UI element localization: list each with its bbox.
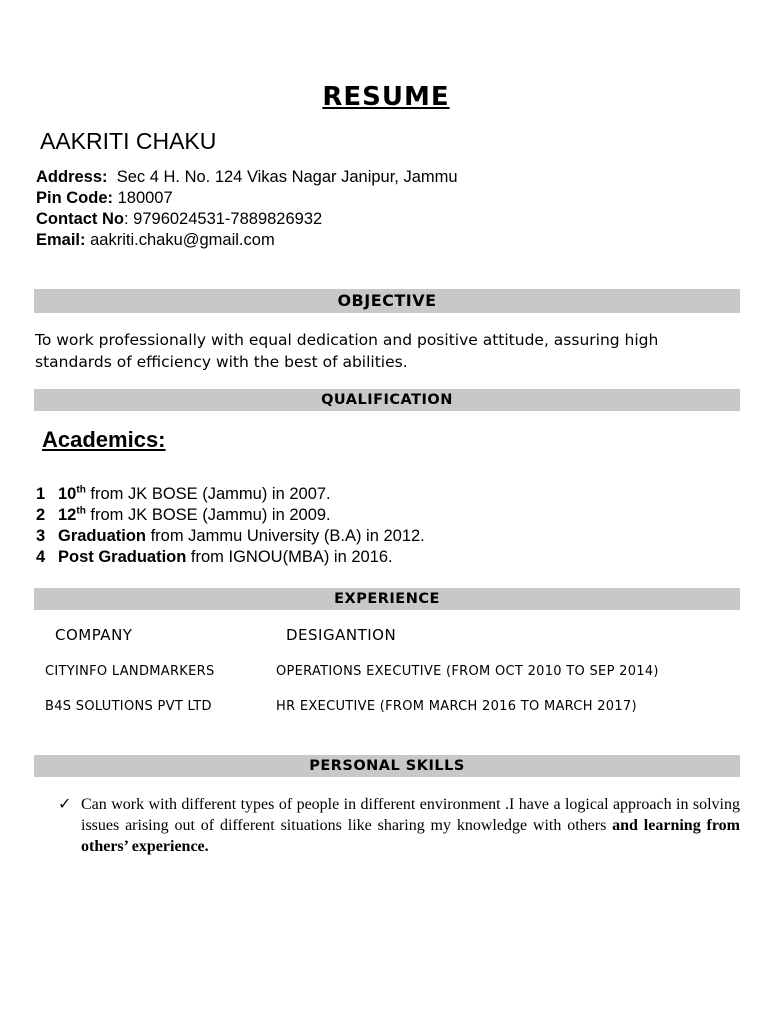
qualification-heading: QUALIFICATION — [34, 389, 740, 411]
list-item — [36, 547, 425, 568]
academics-heading: Academics: — [42, 427, 166, 452]
company-cell: CITYINFO LANDMARKERS — [45, 664, 215, 679]
column-header-designation: DESIGANTION — [286, 626, 397, 644]
address-row — [36, 167, 458, 188]
academics-list — [36, 484, 425, 568]
item-level: Post Graduation — [58, 548, 187, 566]
email-value[interactable]: aakriti.chaku@gmail.com — [90, 231, 275, 249]
designation-cell: OPERATIONS EXECUTIVE (FROM OCT 2010 TO SEP 2014) — [276, 664, 659, 679]
experience-heading: EXPERIENCE — [34, 588, 740, 610]
list-item — [36, 484, 425, 505]
item-level: 10 — [58, 485, 77, 503]
phone-label: Contact No — [36, 210, 124, 228]
phone-row — [36, 209, 458, 230]
pin-value: 180007 — [117, 189, 173, 207]
phone-value: : 9796024531-7889826932 — [124, 210, 323, 228]
item-number: 2 — [36, 506, 46, 524]
list-item — [36, 526, 425, 547]
item-level: Graduation — [58, 527, 147, 545]
skills-text — [81, 794, 740, 857]
list-item — [36, 505, 425, 526]
item-detail: from JK BOSE (Jammu) in 2007. — [85, 485, 331, 503]
item-number: 4 — [36, 548, 46, 566]
pin-row — [36, 188, 458, 209]
company-cell: B4S SOLUTIONS PVT LTD — [45, 699, 212, 714]
address-label: Address: — [36, 168, 108, 186]
designation-cell: HR EXECUTIVE (FROM MARCH 2016 TO MARCH 2017) — [276, 699, 637, 714]
skills-text-main: Can work with different types of people in different environment .I have a logical approach in solving issues arising out of different situations like sharing my knowledge with others — [81, 796, 740, 834]
item-detail: from JK BOSE (Jammu) in 2009. — [85, 506, 331, 524]
personal-skills-heading: PERSONAL SKILLS — [34, 755, 740, 777]
item-number: 3 — [36, 527, 46, 545]
objective-heading: OBJECTIVE — [34, 289, 740, 313]
contact-block — [36, 167, 458, 251]
item-number: 1 — [36, 485, 46, 503]
item-level: 12 — [58, 506, 77, 524]
item-sup: th — [76, 505, 86, 517]
objective-text: To work professionally with equal dedication and positive attitude, assuring high standards of efficiency with the best of abilities. — [35, 331, 659, 371]
email-label: Email: — [36, 231, 86, 249]
pin-label: Pin Code: — [36, 189, 113, 207]
skills-text-bold: and learning from others’ experience. — [81, 817, 741, 855]
email-row — [36, 230, 458, 251]
item-detail: from Jammu University (B.A) in 2012. — [146, 527, 425, 545]
item-sup: th — [76, 484, 86, 496]
checkmark-icon: ✓ — [58, 796, 72, 813]
document-title: RESUME — [322, 82, 450, 112]
candidate-name: AAKRITI CHAKU — [40, 128, 217, 154]
column-header-company: COMPANY — [55, 626, 133, 644]
address-value: Sec 4 H. No. 124 Vikas Nagar Janipur, Jammu — [116, 168, 458, 186]
item-detail: from IGNOU(MBA) in 2016. — [186, 548, 393, 566]
skills-list-item — [58, 794, 740, 857]
